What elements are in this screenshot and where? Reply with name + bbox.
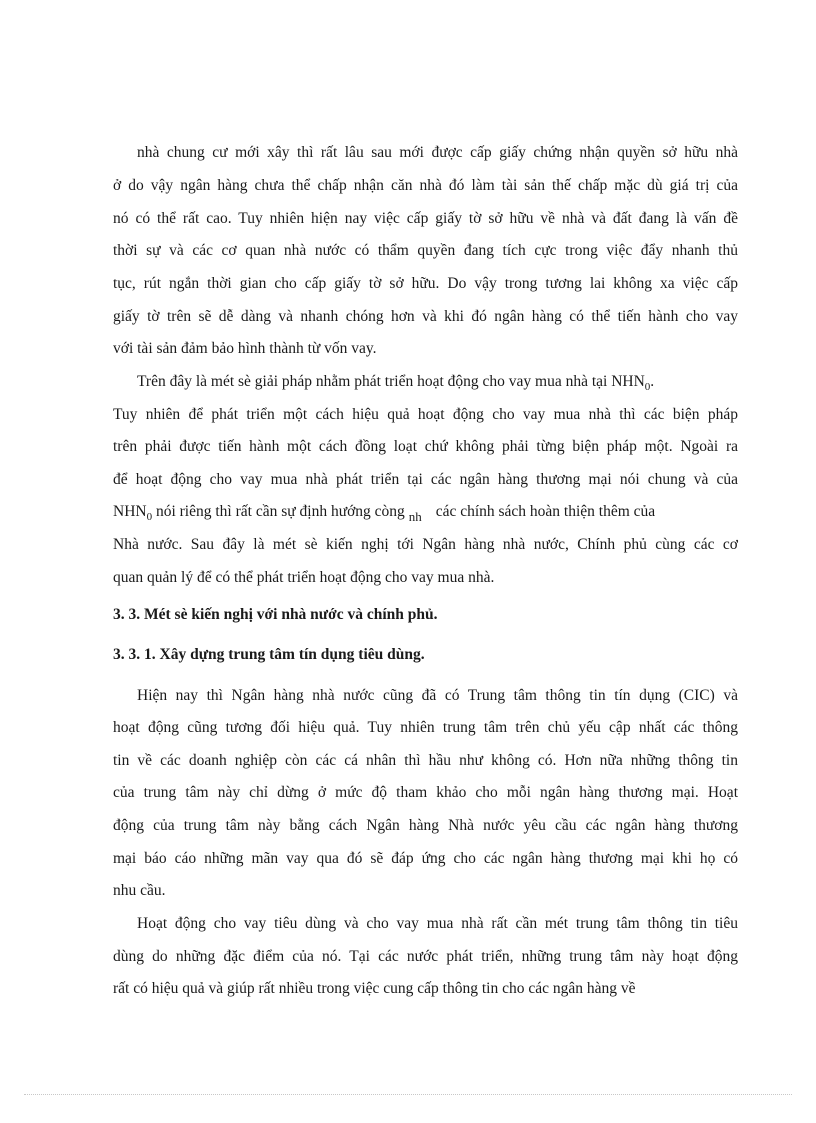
paragraph-2-line-3: trên phải được tiến hành một cách đồng loạt chứ không phải từng biện pháp một. Ngoài ra [113,438,738,455]
section-heading-3-3: 3. 3. Mét sè kiến nghị với nhà nước và chính phủ. [113,606,438,623]
paragraph-2-line-2: Tuy nhiên để phát triển một cách hiệu quả hoạt động cho vay mua nhà thì các biện pháp [113,406,738,423]
p2-line5-subscript: 0 [146,511,153,524]
section-heading-3-3-1: 3. 3. 1. Xây dựng trung tâm tín dụng tiêu dùng. [113,646,425,663]
paragraph-3-line-4: của trung tâm này chỉ dừng ở mức độ tham khảo cho mỗi ngân hàng thương mại. Hoạt [113,784,738,801]
paragraph-2-line-5 [113,502,738,522]
footer-divider [24,1094,792,1095]
p2-line1-text: Trên đây là mét sè giải pháp nhằm phát triển hoạt động cho vay mua nhà tại NHN [137,373,645,390]
p2-line1-period: . [650,373,655,390]
paragraph-1-line-2: ở do vậy ngân hàng chưa thể chấp nhận căn nhà đó làm tài sản thế chấp mặc dù giá trị của [113,177,738,194]
paragraph-1-line-4: thời sự và các cơ quan nhà nước có thẩm quyền đang tích cực trong việc đẩy nhanh thủ [113,242,738,259]
paragraph-3-line-2: hoạt động cũng tương đối hiệu quả. Tuy nhiên trung tâm trên chủ yếu cập nhất các thông [113,719,738,736]
paragraph-4-line-2: dùng do những đặc điểm của nó. Tại các nước phát triển, những trung tâm này hoạt động [113,948,738,965]
paragraph-3-line-1: Hiện nay thì Ngân hàng nhà nước cũng đã có Trung tâm thông tin tín dụng (CIC) và [137,687,738,704]
paragraph-3-line-7: nhu cầu. [113,882,166,899]
p2-line1-subscript: 0 [644,381,651,394]
paragraph-3-line-3: tin về các doanh nghiệp còn các cá nhân thì hầu như không có. Hơn nữa những thông tin [113,752,738,769]
p2-line5-tail: các chính sách hoàn thiện thêm của [435,503,656,520]
paragraph-2-line-7: quan quản lý để có thể phát triển hoạt động cho vay mua nhà. [113,569,495,586]
p2-line5-text: nói riêng thì rất cần sự định hướng còng [152,503,405,520]
paragraph-1-line-1: nhà chung cư mới xây thì rất lâu sau mới được cấp giấy chứng nhận quyền sở hữu nhà [137,144,738,161]
paragraph-1-line-7: với tài sản đảm bảo hình thành từ vốn vay. [113,340,377,357]
paragraph-2-line-4: để hoạt động cho vay mua nhà phát triển tại các ngân hàng thương mại nói chung và của [113,471,738,488]
paragraph-3-line-6: mại báo cáo những mãn vay qua đó sẽ đáp ứng cho các ngân hàng thương mại khi họ có [113,850,738,867]
paragraph-3-line-5: động của trung tâm này bằng cách Ngân hàng Nhà nước yêu cầu các ngân hàng thương [113,817,738,834]
paragraph-4-line-3: rất có hiệu quả và giúp rất nhiều trong việc cung cấp thông tin cho các ngân hàng về [113,980,636,997]
paragraph-1-line-6: giấy tờ trên sẽ dễ dàng và nhanh chóng hơn và khi đó ngân hàng có thể tiến hành cho vay [113,308,738,325]
paragraph-1-line-3: nó có thể rất cao. Tuy nhiên hiện nay việc cấp giấy tờ sở hữu về nhà và đất đang là vấn đề [113,210,738,227]
paragraph-1-line-5: tục, rút ngắn thời gian cho cấp giấy tờ sở hữu. Do vậy trong tương lai không xa việc cấp [113,275,738,292]
paragraph-4-line-1: Hoạt động cho vay tiêu dùng và cho vay mua nhà rất cần mét trung tâm thông tin tiêu [137,915,738,932]
p2-line5-nhn: NHN [113,503,147,520]
paragraph-2-line-6: Nhà nước. Sau đây là mét sè kiến nghị tới Ngân hàng nhà nước, Chính phủ cùng các cơ [113,536,738,553]
p2-line5-nh: nh [408,509,422,524]
paragraph-2-line-1 [137,372,738,392]
